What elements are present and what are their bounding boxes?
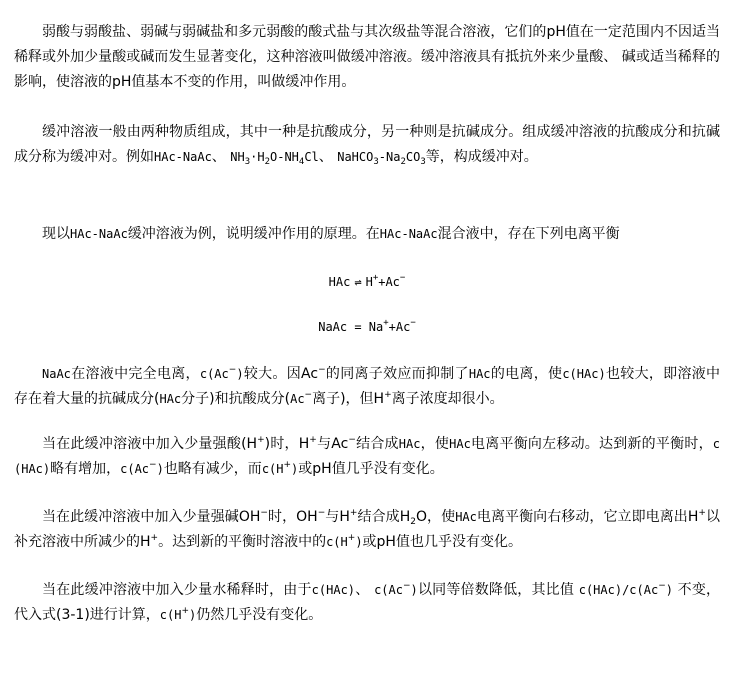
paragraph-add-strong-base: 当在此缓冲溶液中加入少量强碱OH−时，OH−与H+结合成$H_2O$，使HAc电离平衡向右移动，它立即电离出H+以补充溶液中所减少的H+。达到新的平衡时溶液中的c(H+)或pH值也几乎没有变化。: [14, 508, 721, 550]
formula-nh3-nh4cl: $NH_3\cdot H_2O-NH_4Cl$: [230, 150, 319, 167]
paragraph-naac-ionization: NaAc在溶液中完全电离，c(Ac−)较大。因Ac−的同离子效应而抑制了HAc的电离，使c(HAc)也较大，即溶液中存在着大量的抗碱成分(HAc分子)和抗酸成分(Ac−离子)，但H+离子浓度却很小。: [14, 365, 721, 407]
paragraph-add-water: 当在此缓冲溶液中加入少量水稀释时，由于c(HAc)、 c(Ac−)以同等倍数降低，其比值 c(HAc)/c(Ac−) 不变，代入式(3-1)进行计算，c(H+)仍然几乎没有变化。: [14, 581, 721, 623]
equation-hac-ionization: HAc ⇌ H++Ac−: [14, 272, 720, 292]
formula-nahco3-na2co3: $NaHCO_3-Na_2CO_3$: [337, 150, 426, 167]
equation-naac-ionization: NaAc = Na++Ac−: [318, 318, 416, 334]
formula-hac-naac: HAc-NaAc: [154, 150, 212, 164]
paragraph-buffer-definition: 弱酸与弱酸盐、弱碱与弱碱盐和多元弱酸的酸式盐与其次级盐等混合溶液，它们的pH值在一定范围内不因适当稀释或外加少量酸或碱而发生显著变化，这种溶液叫做缓冲溶液。缓冲溶液具有抵抗外来少量酸、 碱或适当稀释的影响，使溶液的pH值基本不变的作用，叫做缓冲作用。: [14, 24, 720, 90]
paragraph-buffer-pair: 缓冲溶液一般由两种物质组成，其中一种是抗酸成分，另一种则是抗碱成分。组成缓冲溶液的抗酸成分和抗碱成分称为缓冲对。例如HAc-NaAc、 $NH_3\cdot H_2O-NH_4Cl$、 $NaHCO_3-Na_2CO_3$等，构成缓冲对。: [14, 124, 720, 167]
paragraph-principle-intro: 现以HAc-NaAc缓冲溶液为例，说明缓冲作用的原理。在HAc-NaAc混合液中，存在下列电离平衡: [42, 226, 620, 242]
paragraph-add-strong-acid: 当在此缓冲溶液中加入少量强酸(H+)时，H+与Ac−结合成HAc，使HAc电离平衡向左移动。达到新的平衡时，c(HAc)略有增加，c(Ac−)也略有减少，而c(H+)或pH值几乎没有变化。: [14, 435, 721, 477]
equilibrium-arrow-icon: ⇌: [354, 275, 362, 289]
